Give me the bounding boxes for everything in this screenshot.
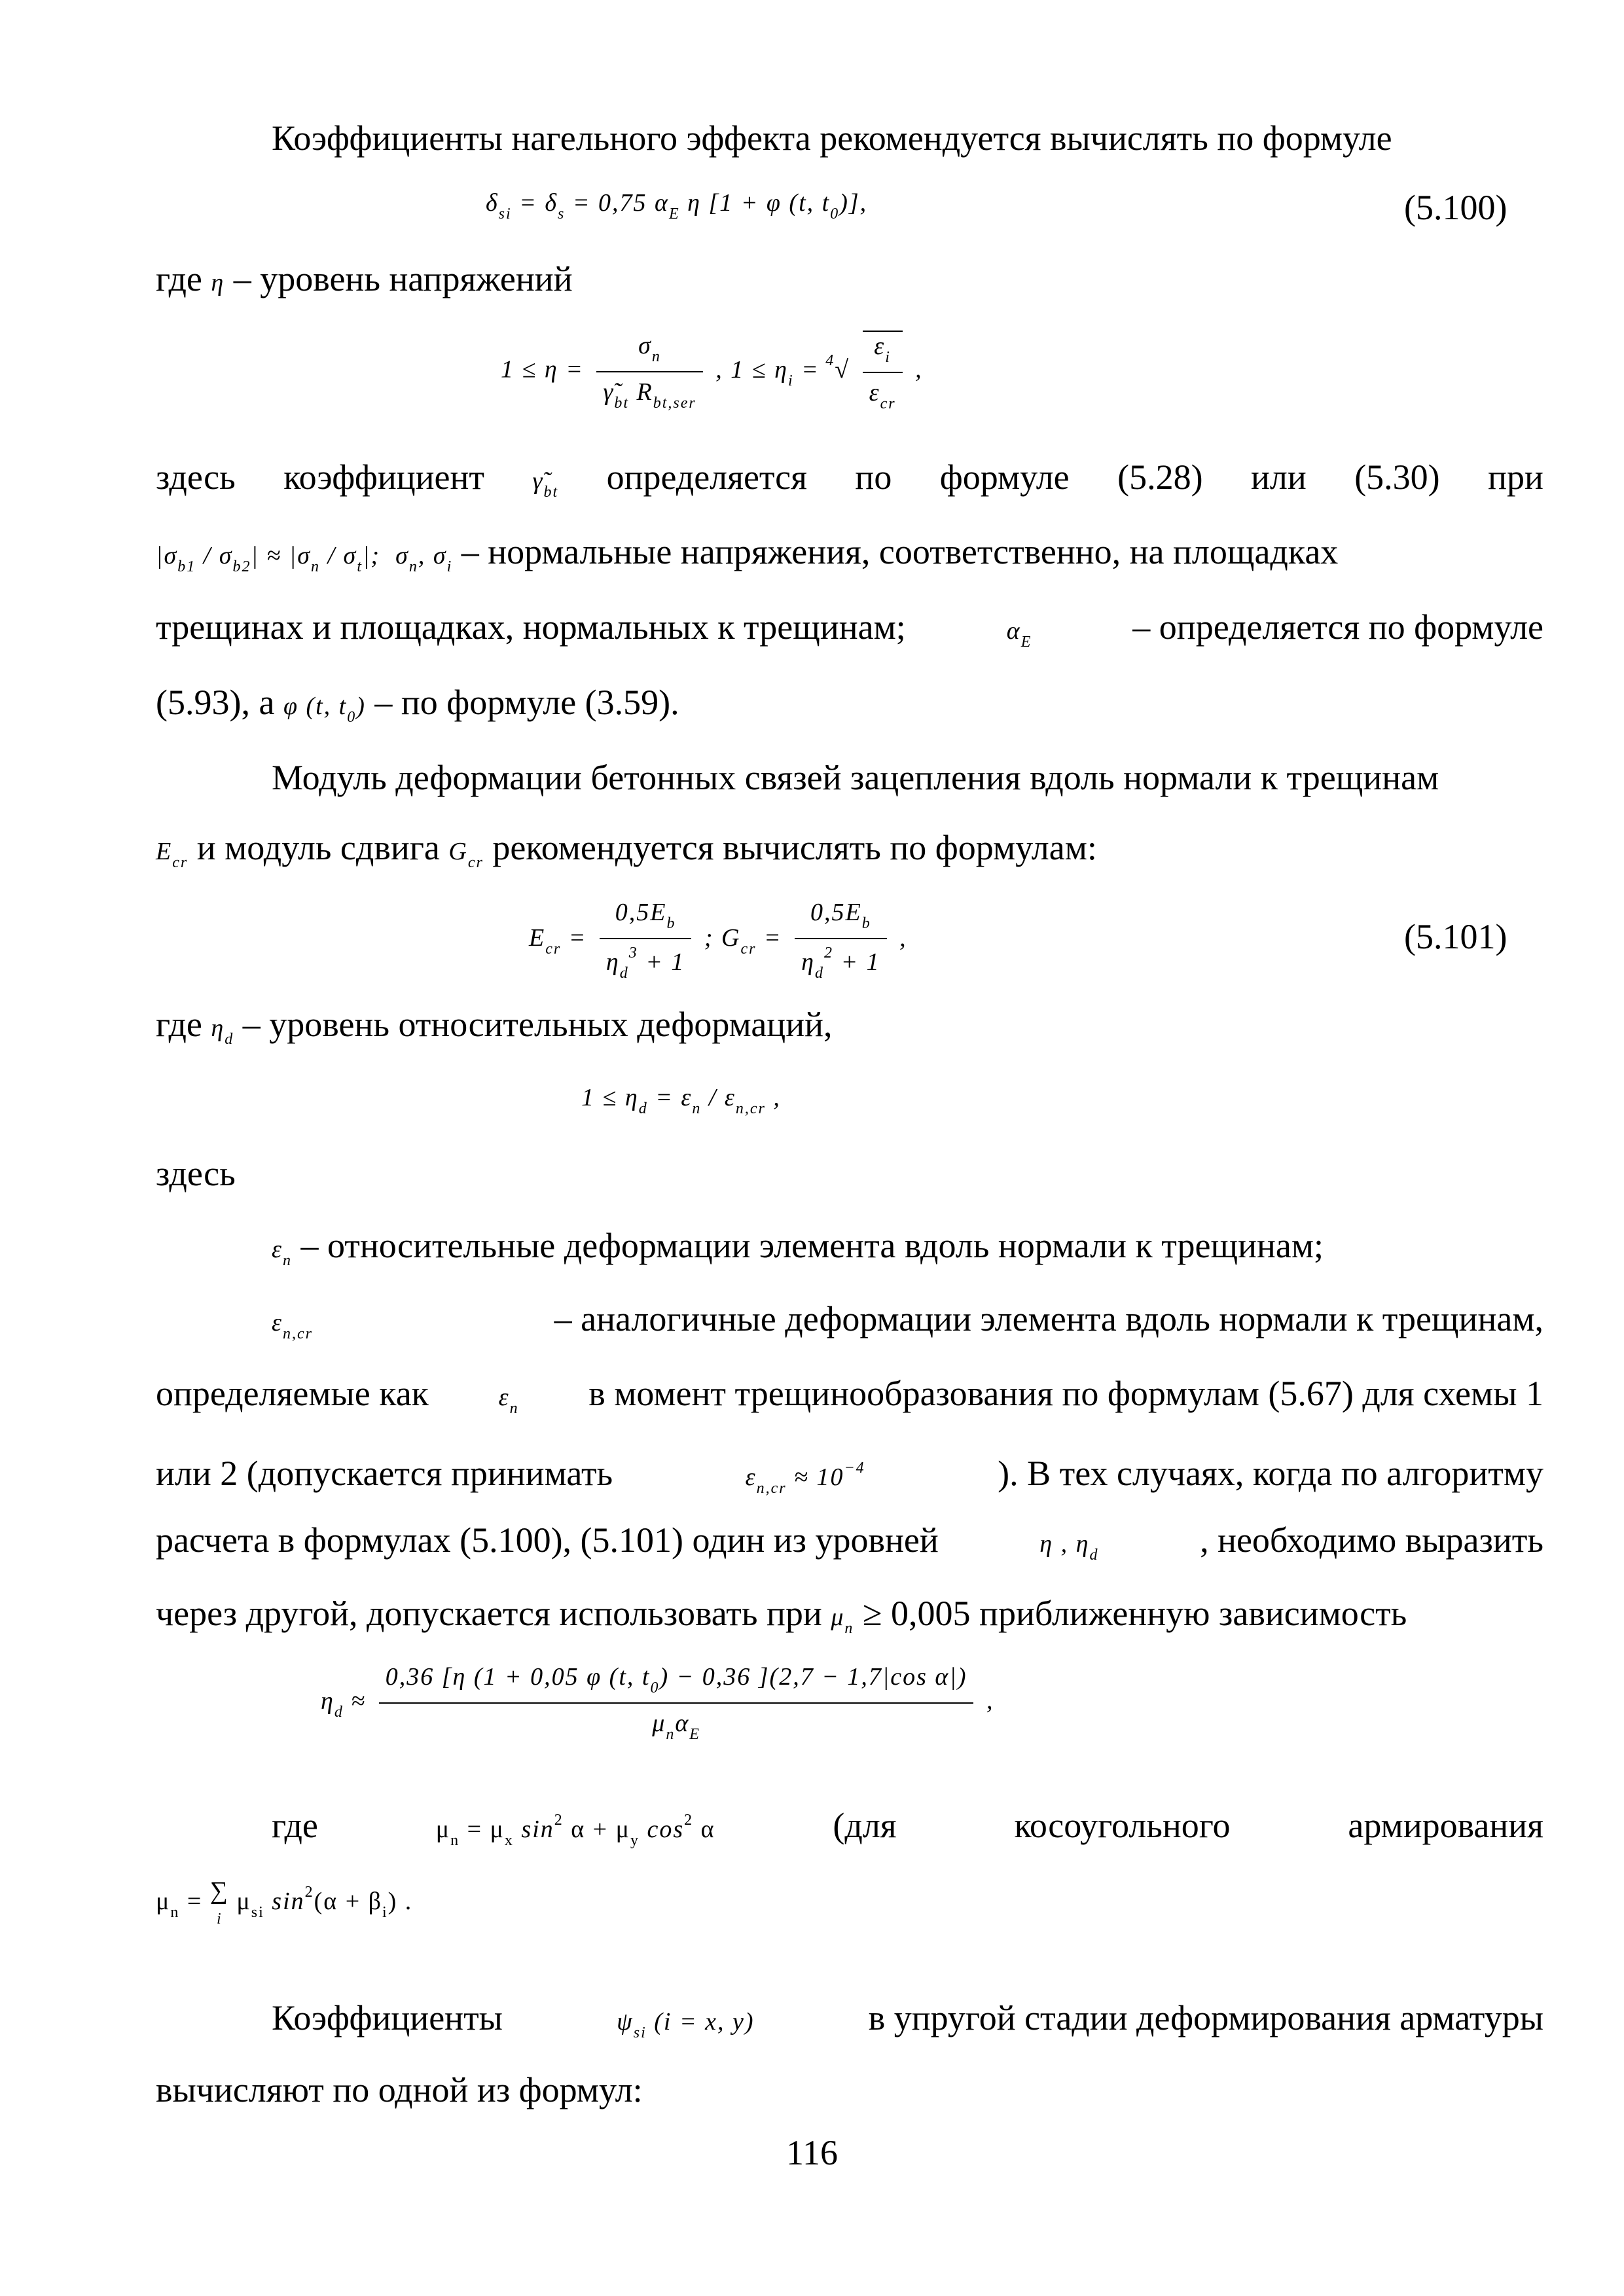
- paragraph-8-line-1: где $\mu_n = \mu_x$ $\sin^2 \alpha + \mu_y$ $\cos^2 \alpha$ (для косоугольного армирования: [272, 1806, 1543, 1850]
- formula-mu-n-sum: $\mu_n$ = ∑ i $\mu_{si}$ $\sin^2(\alpha + \beta_i)$ .: [156, 1877, 413, 1928]
- formula-5-101: $E_{cr}$ = $\frac{0,5E_b}{\eta_d^3 + 1}$ ; $G_{cr}$ = $\frac{0,5E_b}{\eta_d^2 + 1}$ ,: [529, 899, 907, 982]
- paragraph-2-line-3: трещинах и площадках, нормальных к трещинам; $\alpha_E$ – определяется по формуле: [156, 607, 1543, 651]
- paragraph-7-line-1: $\varepsilon_{n,cr}$ – аналогичные деформации элемента вдоль нормали к трещинам,: [272, 1299, 1543, 1342]
- page-number: 116: [786, 2133, 838, 2172]
- equation-number-5-101: (5.101): [1404, 917, 1507, 956]
- paragraph-7-line-4: расчета в формулах (5.100), (5.101) один из уровней η , $\eta_d$ , необходимо выразить: [156, 1520, 1543, 1564]
- paragraph-3-line-1: Модуль деформации бетонных связей зацепления вдоль нормали к трещинам: [272, 758, 1439, 797]
- where-eta-line: где η – уровень напряжений: [156, 259, 573, 298]
- paragraph-3-line-2: $E_{cr}$ и модуль сдвига $G_{cr}$ рекомендуется вычислять по формулам:: [156, 828, 1097, 871]
- paragraph-9-line-1: Коэффициенты $\psi_{si}$ (i = x, y) в упругой стадии деформирования арматуры: [272, 1998, 1543, 2041]
- paragraph-2-line-4: (5.93), а φ (t, $t_0$) – по формуле (3.59).: [156, 683, 679, 726]
- paragraph-9-line-2: вычисляют по одной из формул:: [156, 2070, 643, 2109]
- paragraph-2-line-2: $|\sigma_{b1} / \sigma_{b2}| \approx |\sigma_n / \sigma_t|$; $\sigma_n$, $\sigma_i$ – нормальные напряжения, соответственно, на площадках: [156, 532, 1339, 575]
- formula-eta-definition: 1 ≤ η = $\frac{\sigma_n}{\gammã_{bt} R_{bt,ser}}$ , $1 \le \eta_i = ^4√$ $\frac{\varepsilon_i}{\varepsilon_{cr}}$ ,: [501, 332, 923, 412]
- definition-epsilon-n: $\varepsilon_n$ – относительные деформации элемента вдоль нормали к трещинам;: [272, 1226, 1324, 1269]
- formula-5-100: $\delta_{si} = \delta_s = 0,75$ $\alpha_E$ η [1 + φ (t, $t_0$)],: [486, 189, 868, 223]
- paragraph-7-line-2: определяемые как $\varepsilon_n$ в момент трещинообразования по формулам (5.67) для схемы 1: [156, 1374, 1543, 1417]
- paragraph-7-line-3: или 2 (допускается принимать $\varepsilon_{n,cr} \approx 10^{-4}$ ). В тех случаях, когда по алгоритму: [156, 1454, 1543, 1498]
- formula-eta-d: $1 \le \eta_d = \varepsilon_n / \varepsilon_{n,cr}$ ,: [581, 1084, 781, 1117]
- where-eta-d-line: где $\eta_d$ – уровень относительных деформаций,: [156, 1005, 833, 1048]
- here-label: здесь: [156, 1154, 236, 1193]
- paragraph-intro: Коэффициенты нагельного эффекта рекомендуется вычислять по формуле: [272, 118, 1392, 158]
- formula-eta-d-approx: $\eta_d$ ≈ $\frac{0,36 [\eta (1 + 0,05 \varphi (t, t_0) - 0,36 ](2,7 - 1,7|\cos \alpha|)}{\mu_n\alpha_E}$ ,: [321, 1663, 994, 1743]
- equation-number-5-100: (5.100): [1404, 188, 1507, 227]
- paragraph-7-line-5: через другой, допускается использовать при $\mu_n \ge 0,005$ приближенную зависимость: [156, 1594, 1407, 1637]
- paragraph-2-line-1: здесь коэффициент $\gammã_{bt}$ определяется по формуле (5.28) или (5.30) при: [156, 457, 1543, 501]
